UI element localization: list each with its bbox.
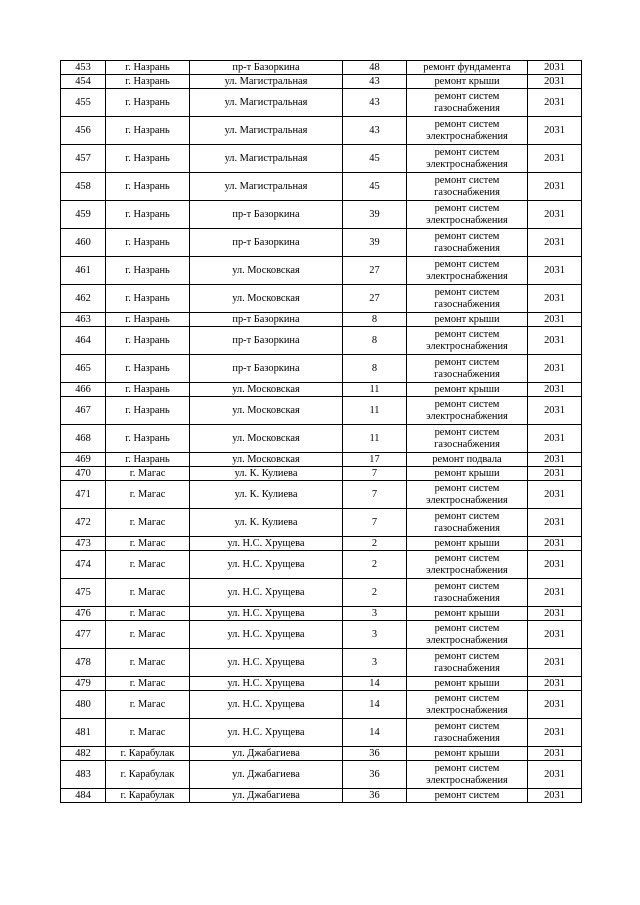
row-number-cell: 477 <box>61 621 106 649</box>
work-type-line: ремонт систем <box>434 399 500 410</box>
work-type-cell <box>407 145 528 173</box>
year-cell: 2031 <box>528 509 582 537</box>
house-number-cell: 36 <box>343 747 407 761</box>
work-type-line: ремонт систем <box>434 91 500 102</box>
street-cell: ул. Н.С. Хрущева <box>190 607 343 621</box>
city-cell: г. Магас <box>106 621 190 649</box>
house-number-cell: 3 <box>343 607 407 621</box>
year-cell: 2031 <box>528 467 582 481</box>
city-cell: г. Назрань <box>106 397 190 425</box>
table-row <box>61 551 582 579</box>
work-type-line: электроснабжения <box>426 564 508 576</box>
street-cell: ул. Н.С. Хрущева <box>190 719 343 747</box>
city-cell: г. Магас <box>106 509 190 537</box>
street-cell: ул. Московская <box>190 257 343 285</box>
row-number-cell: 483 <box>61 761 106 789</box>
work-type-line: ремонт систем <box>434 203 500 214</box>
year-cell: 2031 <box>528 383 582 397</box>
city-cell: г. Карабулак <box>106 747 190 761</box>
row-number-cell: 465 <box>61 355 106 383</box>
house-number-cell: 39 <box>343 201 407 229</box>
work-type-cell <box>407 75 528 89</box>
work-type-line: электроснабжения <box>426 494 508 506</box>
street-cell: пр-т Базоркина <box>190 327 343 355</box>
table-row <box>61 397 582 425</box>
house-number-cell: 14 <box>343 677 407 691</box>
street-cell: пр-т Базоркина <box>190 61 343 75</box>
work-type-line: ремонт крыши <box>434 467 500 479</box>
city-cell: г. Назрань <box>106 89 190 117</box>
year-cell: 2031 <box>528 537 582 551</box>
work-type-cell <box>407 355 528 383</box>
row-number-cell: 482 <box>61 747 106 761</box>
street-cell: ул. Московская <box>190 383 343 397</box>
work-type-line: газоснабжения <box>434 186 500 198</box>
city-cell: г. Назрань <box>106 285 190 313</box>
year-cell: 2031 <box>528 551 582 579</box>
street-cell: пр-т Базоркина <box>190 313 343 327</box>
work-type-cell <box>407 747 528 761</box>
work-type-cell <box>407 579 528 607</box>
table-row <box>61 327 582 355</box>
row-number-cell: 458 <box>61 173 106 201</box>
year-cell: 2031 <box>528 173 582 201</box>
year-cell: 2031 <box>528 397 582 425</box>
row-number-cell: 467 <box>61 397 106 425</box>
row-number-cell: 469 <box>61 453 106 467</box>
work-type-line: ремонт систем <box>434 427 500 438</box>
work-type-line: ремонт крыши <box>434 383 500 395</box>
row-number-cell: 475 <box>61 579 106 607</box>
work-type-line: ремонт крыши <box>434 607 500 619</box>
city-cell: г. Магас <box>106 649 190 677</box>
house-number-cell: 27 <box>343 257 407 285</box>
city-cell: г. Назрань <box>106 453 190 467</box>
row-number-cell: 464 <box>61 327 106 355</box>
street-cell: ул. Н.С. Хрущева <box>190 537 343 551</box>
row-number-cell: 474 <box>61 551 106 579</box>
work-type-line: газоснабжения <box>434 242 500 254</box>
work-type-cell <box>407 313 528 327</box>
house-number-cell: 2 <box>343 551 407 579</box>
street-cell: пр-т Базоркина <box>190 355 343 383</box>
city-cell: г. Назрань <box>106 61 190 75</box>
city-cell: г. Магас <box>106 481 190 509</box>
house-number-cell: 14 <box>343 691 407 719</box>
year-cell: 2031 <box>528 117 582 145</box>
work-type-line: ремонт крыши <box>434 747 500 759</box>
work-type-cell <box>407 383 528 397</box>
work-type-line: ремонт систем <box>434 623 500 634</box>
house-number-cell: 2 <box>343 537 407 551</box>
work-type-line: электроснабжения <box>426 410 508 422</box>
work-type-cell <box>407 453 528 467</box>
house-number-cell: 45 <box>343 145 407 173</box>
city-cell: г. Карабулак <box>106 789 190 803</box>
work-type-cell <box>407 789 528 803</box>
work-type-line: ремонт систем <box>434 721 500 732</box>
work-type-line: газоснабжения <box>434 592 500 604</box>
house-number-cell: 8 <box>343 313 407 327</box>
year-cell: 2031 <box>528 201 582 229</box>
house-number-cell: 11 <box>343 397 407 425</box>
row-number-cell: 471 <box>61 481 106 509</box>
table-row <box>61 467 582 481</box>
row-number-cell: 466 <box>61 383 106 397</box>
year-cell: 2031 <box>528 761 582 789</box>
row-number-cell: 479 <box>61 677 106 691</box>
row-number-cell: 453 <box>61 61 106 75</box>
city-cell: г. Назрань <box>106 327 190 355</box>
row-number-cell: 459 <box>61 201 106 229</box>
street-cell: ул. К. Кулиева <box>190 481 343 509</box>
house-number-cell: 7 <box>343 481 407 509</box>
street-cell: ул. Н.С. Хрущева <box>190 621 343 649</box>
row-number-cell: 454 <box>61 75 106 89</box>
house-number-cell: 17 <box>343 453 407 467</box>
year-cell: 2031 <box>528 61 582 75</box>
year-cell: 2031 <box>528 425 582 453</box>
table-row <box>61 789 582 803</box>
row-number-cell: 461 <box>61 257 106 285</box>
work-type-cell <box>407 425 528 453</box>
table-row <box>61 509 582 537</box>
street-cell: пр-т Базоркина <box>190 201 343 229</box>
work-type-line: ремонт систем <box>434 287 500 298</box>
work-type-line: электроснабжения <box>426 214 508 226</box>
work-type-line: ремонт систем <box>434 789 500 801</box>
street-cell: ул. К. Кулиева <box>190 509 343 537</box>
house-number-cell: 8 <box>343 327 407 355</box>
street-cell: ул. Магистральная <box>190 173 343 201</box>
table-row <box>61 89 582 117</box>
house-number-cell: 3 <box>343 649 407 677</box>
work-type-cell <box>407 257 528 285</box>
street-cell: пр-т Базоркина <box>190 229 343 257</box>
work-type-cell <box>407 761 528 789</box>
year-cell: 2031 <box>528 229 582 257</box>
work-type-cell <box>407 229 528 257</box>
work-type-line: электроснабжения <box>426 774 508 786</box>
city-cell: г. Магас <box>106 467 190 481</box>
work-type-line: ремонт систем <box>434 511 500 522</box>
table-row <box>61 649 582 677</box>
table-row <box>61 719 582 747</box>
work-type-cell <box>407 201 528 229</box>
work-type-line: ремонт крыши <box>434 75 500 87</box>
table-row <box>61 621 582 649</box>
city-cell: г. Назрань <box>106 229 190 257</box>
work-type-line: ремонт систем <box>434 329 500 340</box>
street-cell: ул. Н.С. Хрущева <box>190 677 343 691</box>
house-number-cell: 45 <box>343 173 407 201</box>
table-row <box>61 537 582 551</box>
house-number-cell: 11 <box>343 383 407 397</box>
table-row <box>61 201 582 229</box>
street-cell: ул. Московская <box>190 397 343 425</box>
year-cell: 2031 <box>528 285 582 313</box>
street-cell: ул. Н.С. Хрущева <box>190 691 343 719</box>
work-type-cell <box>407 509 528 537</box>
row-number-cell: 457 <box>61 145 106 173</box>
year-cell: 2031 <box>528 607 582 621</box>
street-cell: ул. Джабагиева <box>190 747 343 761</box>
house-number-cell: 2 <box>343 579 407 607</box>
row-number-cell: 455 <box>61 89 106 117</box>
work-type-cell <box>407 397 528 425</box>
city-cell: г. Назрань <box>106 355 190 383</box>
row-number-cell: 478 <box>61 649 106 677</box>
year-cell: 2031 <box>528 89 582 117</box>
table-row <box>61 257 582 285</box>
work-type-line: ремонт систем <box>434 581 500 592</box>
work-type-line: газоснабжения <box>434 662 500 674</box>
work-type-line: ремонт крыши <box>434 537 500 549</box>
work-type-cell <box>407 551 528 579</box>
work-type-cell <box>407 117 528 145</box>
row-number-cell: 470 <box>61 467 106 481</box>
row-number-cell: 472 <box>61 509 106 537</box>
year-cell: 2031 <box>528 579 582 607</box>
table-row <box>61 313 582 327</box>
work-type-cell <box>407 691 528 719</box>
table-row <box>61 453 582 467</box>
row-number-cell: 462 <box>61 285 106 313</box>
table-row <box>61 383 582 397</box>
table-row <box>61 145 582 173</box>
year-cell: 2031 <box>528 355 582 383</box>
year-cell: 2031 <box>528 691 582 719</box>
work-type-line: ремонт систем <box>434 147 500 158</box>
house-number-cell: 36 <box>343 761 407 789</box>
table-row <box>61 761 582 789</box>
street-cell: ул. Джабагиева <box>190 761 343 789</box>
house-number-cell: 43 <box>343 75 407 89</box>
work-type-line: ремонт систем <box>434 483 500 494</box>
table-row <box>61 229 582 257</box>
row-number-cell: 468 <box>61 425 106 453</box>
house-number-cell: 11 <box>343 425 407 453</box>
table-row <box>61 75 582 89</box>
work-type-line: газоснабжения <box>434 438 500 450</box>
year-cell: 2031 <box>528 789 582 803</box>
work-type-line: ремонт систем <box>434 357 500 368</box>
house-number-cell: 14 <box>343 719 407 747</box>
work-type-line: газоснабжения <box>434 298 500 310</box>
work-type-line: ремонт систем <box>434 231 500 242</box>
work-type-cell <box>407 649 528 677</box>
work-type-cell <box>407 285 528 313</box>
work-type-line: электроснабжения <box>426 130 508 142</box>
table-row <box>61 117 582 145</box>
city-cell: г. Магас <box>106 691 190 719</box>
street-cell: ул. Московская <box>190 453 343 467</box>
year-cell: 2031 <box>528 313 582 327</box>
house-number-cell: 43 <box>343 117 407 145</box>
table-row <box>61 607 582 621</box>
work-type-line: электроснабжения <box>426 634 508 646</box>
city-cell: г. Назрань <box>106 257 190 285</box>
year-cell: 2031 <box>528 481 582 509</box>
city-cell: г. Назрань <box>106 383 190 397</box>
work-type-line: ремонт систем <box>434 553 500 564</box>
city-cell: г. Магас <box>106 579 190 607</box>
city-cell: г. Назрань <box>106 75 190 89</box>
year-cell: 2031 <box>528 649 582 677</box>
work-type-line: ремонт подвала <box>432 453 502 465</box>
work-type-line: электроснабжения <box>426 270 508 282</box>
city-cell: г. Магас <box>106 551 190 579</box>
table-body <box>61 61 582 803</box>
work-type-line: электроснабжения <box>426 340 508 352</box>
city-cell: г. Магас <box>106 537 190 551</box>
year-cell: 2031 <box>528 747 582 761</box>
work-type-cell <box>407 677 528 691</box>
street-cell: ул. Московская <box>190 285 343 313</box>
row-number-cell: 481 <box>61 719 106 747</box>
work-type-cell <box>407 621 528 649</box>
house-number-cell: 27 <box>343 285 407 313</box>
work-type-line: ремонт систем <box>434 175 500 186</box>
city-cell: г. Назрань <box>106 145 190 173</box>
house-number-cell: 3 <box>343 621 407 649</box>
work-type-line: ремонт систем <box>434 763 500 774</box>
work-type-cell <box>407 89 528 117</box>
year-cell: 2031 <box>528 75 582 89</box>
table-row <box>61 691 582 719</box>
table-row <box>61 677 582 691</box>
year-cell: 2031 <box>528 677 582 691</box>
row-number-cell: 480 <box>61 691 106 719</box>
work-type-cell <box>407 61 528 75</box>
street-cell: ул. Московская <box>190 425 343 453</box>
house-number-cell: 48 <box>343 61 407 75</box>
year-cell: 2031 <box>528 719 582 747</box>
city-cell: г. Назрань <box>106 313 190 327</box>
year-cell: 2031 <box>528 327 582 355</box>
table-row <box>61 285 582 313</box>
work-type-cell <box>407 173 528 201</box>
row-number-cell: 460 <box>61 229 106 257</box>
street-cell: ул. Магистральная <box>190 145 343 173</box>
year-cell: 2031 <box>528 621 582 649</box>
work-type-line: ремонт систем <box>434 259 500 270</box>
work-type-cell <box>407 327 528 355</box>
year-cell: 2031 <box>528 453 582 467</box>
work-type-line: ремонт систем <box>434 651 500 662</box>
city-cell: г. Назрань <box>106 425 190 453</box>
table-row <box>61 425 582 453</box>
work-type-line: электроснабжения <box>426 158 508 170</box>
work-type-line: ремонт систем <box>434 119 500 130</box>
table-row <box>61 61 582 75</box>
table-row <box>61 355 582 383</box>
work-type-line: ремонт крыши <box>434 313 500 325</box>
work-type-cell <box>407 607 528 621</box>
city-cell: г. Магас <box>106 607 190 621</box>
house-number-cell: 39 <box>343 229 407 257</box>
city-cell: г. Назрань <box>106 201 190 229</box>
work-type-line: электроснабжения <box>426 704 508 716</box>
street-cell: ул. Джабагиева <box>190 789 343 803</box>
street-cell: ул. Н.С. Хрущева <box>190 579 343 607</box>
table-row <box>61 173 582 201</box>
house-number-cell: 8 <box>343 355 407 383</box>
row-number-cell: 473 <box>61 537 106 551</box>
house-number-cell: 7 <box>343 509 407 537</box>
year-cell: 2031 <box>528 145 582 173</box>
work-type-cell <box>407 537 528 551</box>
row-number-cell: 476 <box>61 607 106 621</box>
table-row <box>61 579 582 607</box>
work-type-cell <box>407 481 528 509</box>
house-number-cell: 43 <box>343 89 407 117</box>
city-cell: г. Назрань <box>106 173 190 201</box>
work-type-line: ремонт фундамента <box>423 61 511 73</box>
city-cell: г. Назрань <box>106 117 190 145</box>
house-number-cell: 7 <box>343 467 407 481</box>
row-number-cell: 484 <box>61 789 106 803</box>
work-type-line: газоснабжения <box>434 102 500 114</box>
street-cell: ул. Н.С. Хрущева <box>190 649 343 677</box>
table-row <box>61 481 582 509</box>
city-cell: г. Карабулак <box>106 761 190 789</box>
work-type-line: ремонт систем <box>434 693 500 704</box>
city-cell: г. Магас <box>106 677 190 691</box>
table-row <box>61 747 582 761</box>
work-type-line: газоснабжения <box>434 732 500 744</box>
work-type-cell <box>407 467 528 481</box>
work-type-line: газоснабжения <box>434 522 500 534</box>
year-cell: 2031 <box>528 257 582 285</box>
house-number-cell: 36 <box>343 789 407 803</box>
street-cell: ул. К. Кулиева <box>190 467 343 481</box>
work-type-line: ремонт крыши <box>434 677 500 689</box>
street-cell: ул. Магистральная <box>190 89 343 117</box>
work-type-cell <box>407 719 528 747</box>
street-cell: ул. Магистральная <box>190 75 343 89</box>
street-cell: ул. Н.С. Хрущева <box>190 551 343 579</box>
row-number-cell: 456 <box>61 117 106 145</box>
work-type-line: газоснабжения <box>434 368 500 380</box>
city-cell: г. Магас <box>106 719 190 747</box>
street-cell: ул. Магистральная <box>190 117 343 145</box>
repair-schedule-table <box>60 60 582 803</box>
row-number-cell: 463 <box>61 313 106 327</box>
